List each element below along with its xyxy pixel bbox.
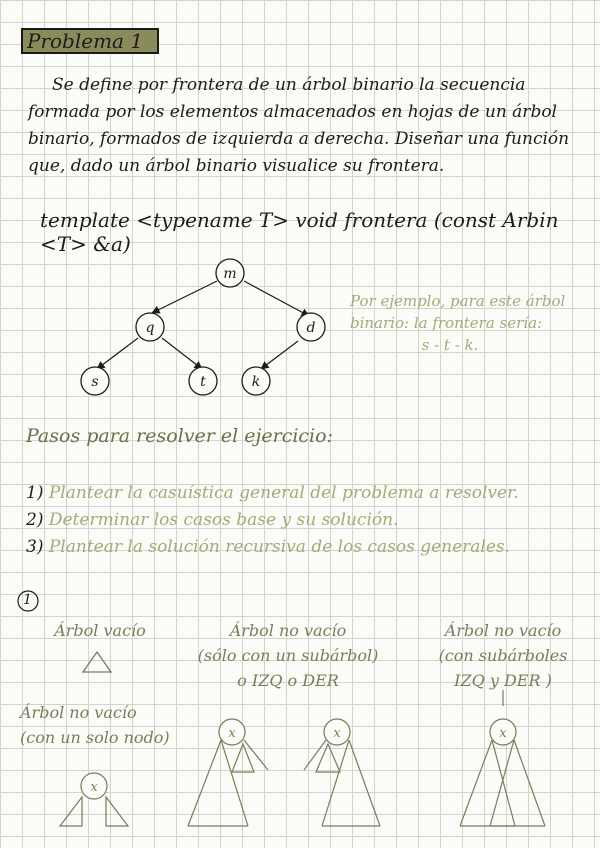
node-t: t [200,374,206,390]
section-marker: 1 [23,592,32,608]
node-s: s [91,374,99,390]
case-one-child: Árbol no vacío (sólo con un subárbol) o IZQ o DER [197,621,379,690]
function-signature: template <typename T> void frontera (const Arbin <T> &a) [40,208,559,256]
step-item: 2) Determinar los casos base y su solución. [26,510,399,530]
node-x-single: x [90,780,98,795]
steps-heading: Pasos para resolver el ejercicio: [26,425,333,447]
case-empty: Árbol vacío [54,621,146,640]
example-line1: Por ejemplo, para este árbol [350,292,566,310]
node-x-right: x [333,726,341,741]
steps-list [26,480,519,561]
node-k: k [251,374,261,390]
node-q: q [145,320,155,336]
example-line2: binario: la frontera sería: [350,314,543,332]
node-x-left: x [228,726,236,741]
problem-statement: Se define por frontera de un árbol binario la secuencia formada por los elementos almacenados en hojas de un árbol binario, formados de izquierda a derecha. Diseñar una función que, dado un árbol binario visualice su frontera. [28,75,570,176]
node-x-both: x [499,726,507,741]
right-only-diagram [304,719,380,826]
node-m: m [223,266,237,282]
example-tree-edges [97,281,309,369]
step-item: 3) Plantear la solución recursiva de los casos generales. [26,537,511,557]
step-item: 1) Plantear la casuística general del problema a resolver. [26,483,519,503]
two-children-diagram [460,690,545,826]
case-single-node: Árbol no vacío (con un solo nodo) [20,703,170,747]
page-title: Problema 1 [21,28,159,54]
example-sequence: s - t - k. [421,336,479,354]
example-note [350,290,570,356]
case-two-children: Árbol no vacío (con subárboles IZQ y DER ) [438,621,568,690]
empty-tree-triangle [83,652,111,672]
node-d: d [306,320,316,336]
